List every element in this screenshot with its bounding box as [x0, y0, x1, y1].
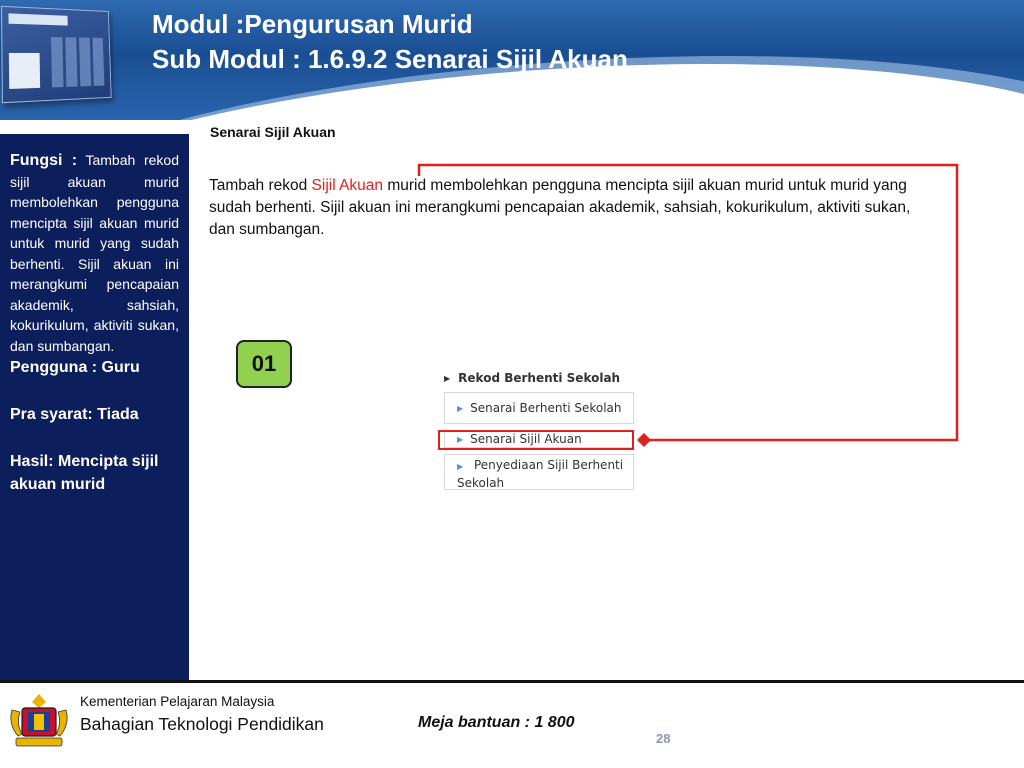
- submodule-title: Sub Modul : 1.6.9.2 Senarai Sijil Akuan: [152, 44, 628, 74]
- section-title: Senarai Sijil Akuan: [210, 124, 336, 140]
- menu-item-label: Senarai Berhenti Sekolah: [470, 401, 622, 415]
- hasil-text: Hasil: Mencipta sijil akuan murid: [10, 453, 159, 493]
- desc-highlight: Sijil Akuan: [311, 177, 384, 194]
- menu-heading-label: Rekod Berhenti Sekolah: [458, 371, 621, 385]
- caret-right-icon: ▶: [457, 462, 464, 471]
- menu-item-senarai-berhenti-sekolah[interactable]: [444, 392, 634, 424]
- desc-prefix: Tambah rekod: [209, 177, 312, 194]
- department-name: Bahagian Teknologi Pendidikan: [80, 714, 324, 734]
- highlight-box: [438, 430, 634, 450]
- module-title: Modul :Pengurusan Murid: [152, 9, 473, 39]
- ministry-name: Kementerian Pelajaran Malaysia: [80, 694, 275, 709]
- fungsi-text: Tambah rekod sijil akuan murid membolehkan pengguna mencipta sijil akuan murid untuk murid yang sudah berhenti. Sijil akuan ini merangkumi pencapaian akademik, sahsiah, kokurikulum, aktiviti sukan, dan sumbangan.: [10, 152, 180, 354]
- caret-right-icon: ▶: [457, 403, 464, 413]
- menu-item-penyediaan-sijil-berhenti[interactable]: [444, 454, 634, 490]
- menu-item-label: Penyediaan Sijil Berhenti Sekolah: [457, 458, 624, 490]
- caret-right-icon: ▶: [444, 373, 451, 383]
- desc-rest: murid membolehkan pengguna mencipta sijil akuan murid untuk murid yang sudah berhenti. Sijil akuan ini merangkumi pencapaian akademik, sahsiah, kokurikulum, aktiviti sukan, dan sumbangan.: [209, 177, 911, 238]
- prasyarat-text: Pra syarat: Tiada: [10, 406, 139, 423]
- caret-right-icon: ▶: [457, 434, 464, 444]
- menu-item-label: Senarai Sijil Akuan: [470, 432, 582, 446]
- pengguna-text: Pengguna : Guru: [10, 359, 140, 376]
- connector-diamond-icon: [637, 433, 651, 447]
- fungsi-label: Fungsi :: [10, 152, 78, 169]
- helpdesk-text: Meja bantuan : 1 800: [418, 714, 575, 731]
- page-number: 28: [656, 731, 671, 746]
- footer-divider: [0, 680, 1024, 683]
- malaysia-crest-icon: [4, 690, 74, 752]
- step-badge: 01: [236, 340, 292, 388]
- menu-heading[interactable]: [444, 366, 644, 390]
